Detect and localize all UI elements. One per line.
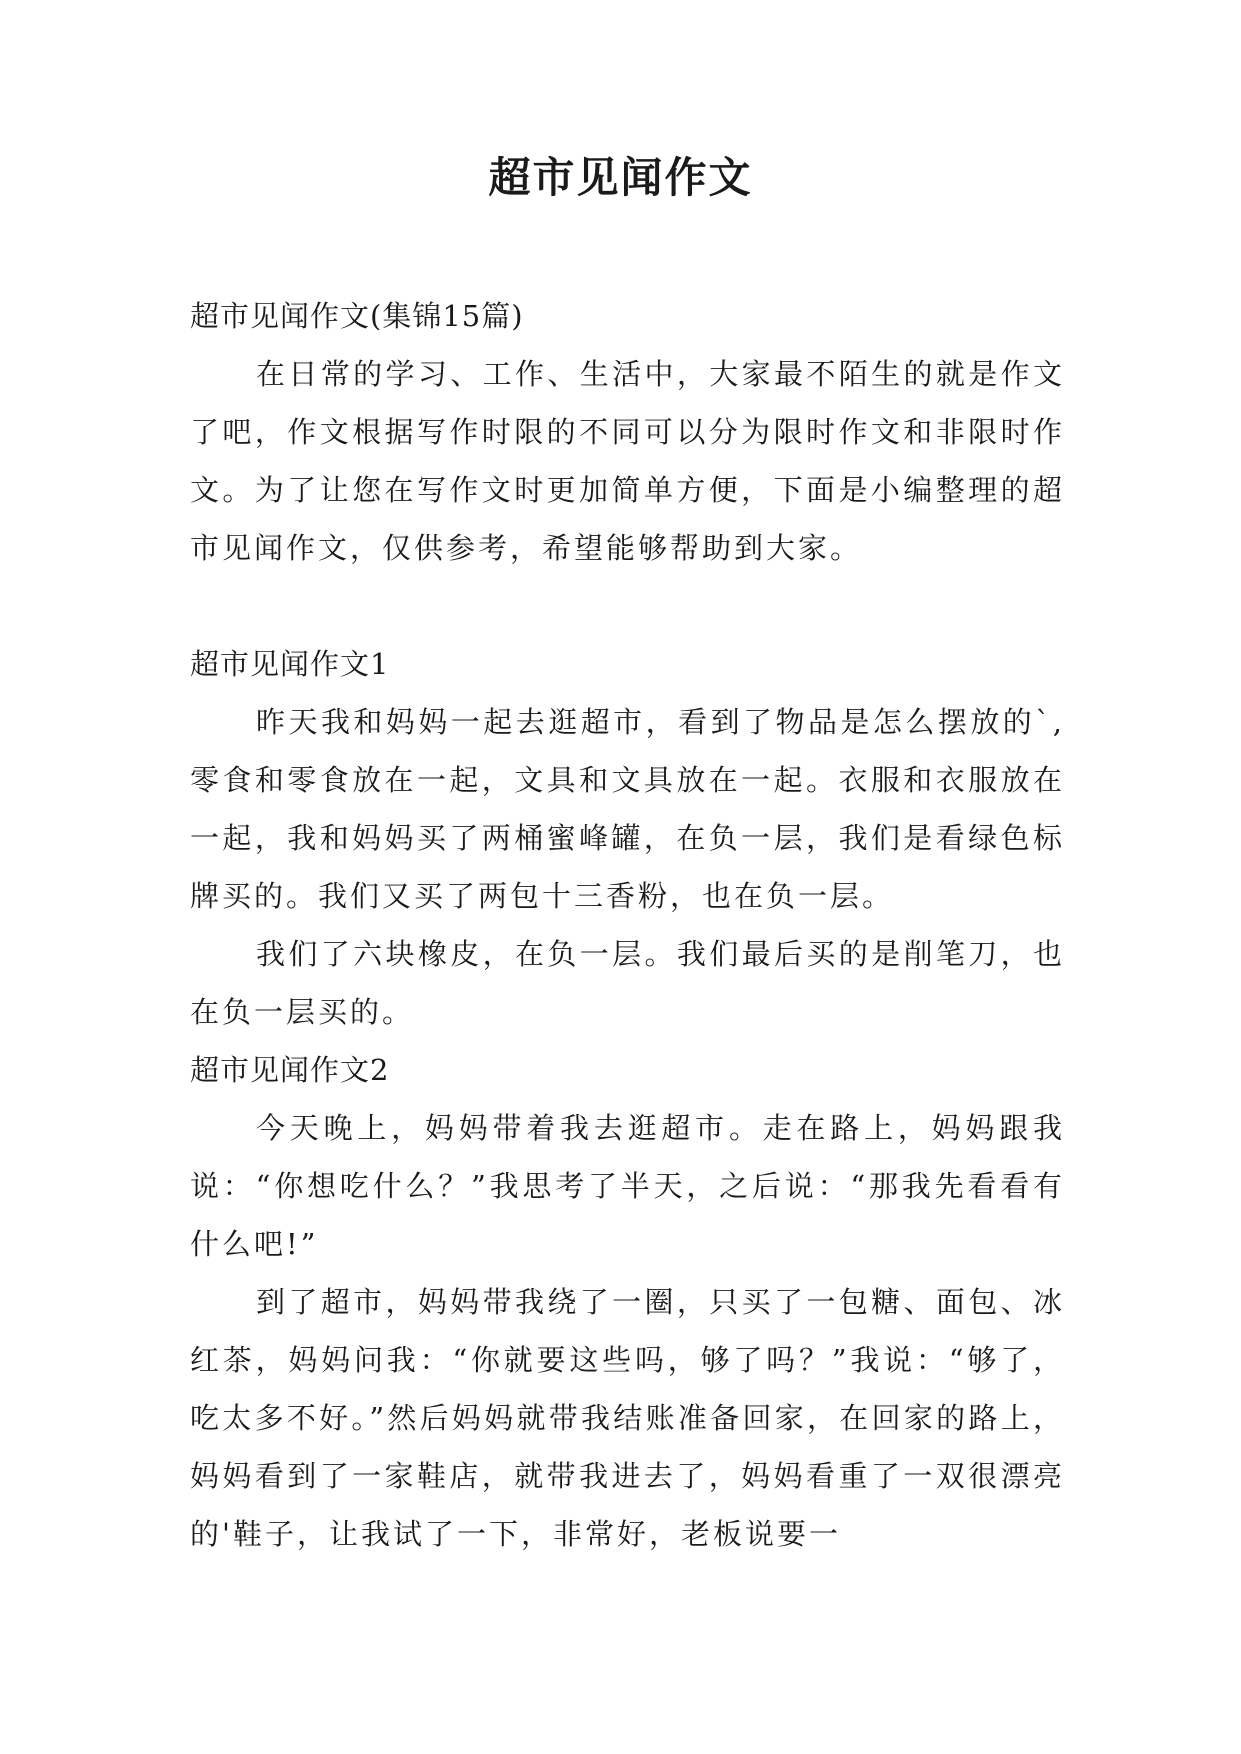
essay-heading: 超市见闻作文1 — [190, 647, 390, 681]
section-spacer — [190, 577, 1065, 635]
document-title: 超市见闻作文 — [488, 153, 753, 202]
essay-paragraph: 我们了六块橡皮，在负一层。我们最后买的是削笔刀，也在负一层买的。 — [190, 937, 1065, 1029]
essay-heading: 超市见闻作文2 — [190, 1053, 390, 1087]
essay-paragraph: 昨天我和妈妈一起去逛超市，看到了物品是怎么摆放的`,零食和零食放在一起，文具和文具放在一起。衣服和衣服放在一起，我和妈妈买了两桶蜜峰罐，在负一层，我们是看绿色标牌买的。我们又买了两包十三香粉，也在负一层。 — [190, 705, 1065, 913]
document-subtitle: 超市见闻作文(集锦15篇) — [190, 299, 524, 333]
intro-paragraph: 在日常的学习、工作、生活中，大家最不陌生的就是作文了吧，作文根据写作时限的不同可以分为限时作文和非限时作文。为了让您在写作文时更加简单方便，下面是小编整理的超市见闻作文，仅供参考，希望能够帮助到大家。 — [190, 357, 1065, 565]
essay-paragraph: 到了超市，妈妈带我绕了一圈，只买了一包糖、面包、冰红茶，妈妈问我：“你就要这些吗，够了吗？”我说：“够了，吃太多不好。”然后妈妈就带我结账准备回家，在回家的路上，妈妈看到了一家鞋店，就带我进去了，妈妈看重了一双很漂亮的'鞋子，让我试了一下，非常好，老板说要一 — [190, 1285, 1065, 1551]
document-body — [190, 287, 1065, 1563]
essay-paragraph: 今天晚上，妈妈带着我去逛超市。走在路上，妈妈跟我说：“你想吃什么？”我思考了半天，之后说：“那我先看看有什么吧!” — [190, 1111, 1065, 1261]
